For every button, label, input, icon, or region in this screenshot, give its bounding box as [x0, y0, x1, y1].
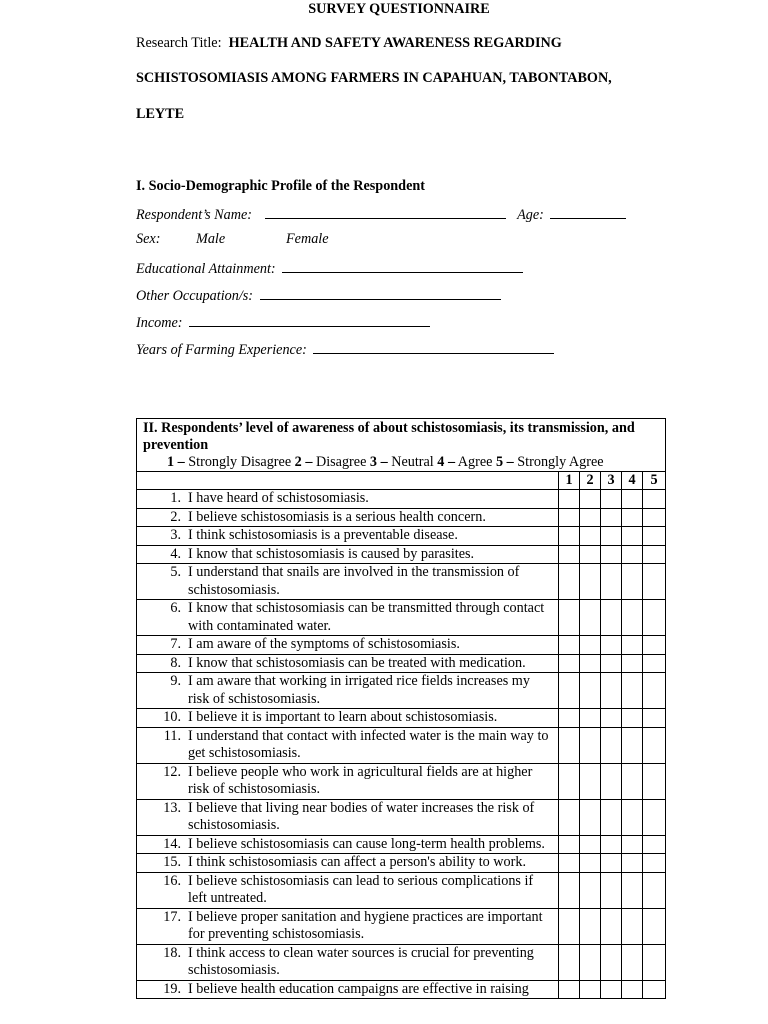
- rating-cell-1[interactable]: [559, 944, 580, 980]
- rating-cell-3[interactable]: [601, 490, 622, 509]
- rating-cell-2[interactable]: [580, 636, 601, 655]
- rating-cell-3[interactable]: [601, 727, 622, 763]
- rating-cell-1[interactable]: [559, 508, 580, 527]
- rating-cell-4[interactable]: [622, 673, 643, 709]
- rating-columns-row: [137, 472, 666, 490]
- statement-number: 4.: [170, 545, 181, 562]
- rating-cell-4[interactable]: [622, 799, 643, 835]
- rating-cell-3[interactable]: [601, 654, 622, 673]
- rating-cell-4[interactable]: [622, 545, 643, 564]
- statement-cell: [137, 854, 559, 873]
- statement-text: I believe proper sanitation and hygiene practices are important for preventing schistosomiasis.: [188, 908, 543, 942]
- statement-number: 7.: [170, 636, 181, 652]
- rating-cell-4[interactable]: [622, 944, 643, 980]
- rating-cell-2[interactable]: [580, 564, 601, 600]
- statement-text: I am aware that working in irrigated rice fields increases my risk of schistosomiasis.: [188, 673, 530, 707]
- rating-cell-4[interactable]: [622, 872, 643, 908]
- statement-text: I believe that living near bodies of water increases the risk of schistosomiasis.: [188, 799, 535, 833]
- rating-cell-5[interactable]: [643, 673, 666, 709]
- section2-header-cell: [137, 419, 666, 472]
- rating-cell-5[interactable]: [643, 564, 666, 600]
- rating-cell-4[interactable]: [622, 654, 643, 673]
- rating-cell-2[interactable]: [580, 763, 601, 799]
- rating-cell-2[interactable]: [580, 944, 601, 980]
- rating-cell-5[interactable]: [643, 600, 666, 636]
- rating-cell-1[interactable]: [559, 527, 580, 546]
- statement-text: I believe schistosomiasis can lead to serious complications if left untreated.: [188, 872, 534, 906]
- statement-text: I know that schistosomiasis can be transmitted through contact with contaminated water.: [188, 600, 545, 634]
- rating-cell-1[interactable]: [559, 636, 580, 655]
- statement-text: I am aware of the symptoms of schistosomiasis.: [188, 636, 460, 652]
- statement-number: 18.: [163, 944, 181, 961]
- rating-cell-3[interactable]: [601, 709, 622, 728]
- rating-cell-1[interactable]: [559, 654, 580, 673]
- blank-header-cell: [137, 472, 559, 490]
- statement-number: 9.: [170, 673, 181, 689]
- rating-cell-2[interactable]: [580, 527, 601, 546]
- rating-cell-3[interactable]: [601, 545, 622, 564]
- rating-cell-2[interactable]: [580, 799, 601, 835]
- age-label: Age:: [517, 207, 544, 223]
- statement-cell: [137, 654, 559, 673]
- table-row: [137, 835, 666, 854]
- rating-cell-3[interactable]: [601, 564, 622, 600]
- statement-cell: [137, 727, 559, 763]
- rating-column-header: 2: [580, 472, 601, 490]
- rating-cell-1[interactable]: [559, 854, 580, 873]
- statement-number: 17.: [163, 908, 181, 925]
- table-row: [137, 600, 666, 636]
- statement-text: I believe schistosomiasis can cause long-term health problems.: [188, 835, 545, 852]
- statement-text: I think access to clean water sources is crucial for preventing schistosomiasis.: [188, 944, 534, 978]
- statement-number: 3.: [170, 527, 181, 543]
- rating-cell-4[interactable]: [622, 835, 643, 854]
- rating-cell-3[interactable]: [601, 527, 622, 546]
- rating-cell-3[interactable]: [601, 944, 622, 980]
- statement-cell: [137, 709, 559, 728]
- rating-cell-4[interactable]: [622, 508, 643, 527]
- statement-number: 15.: [163, 854, 181, 870]
- rating-cell-1[interactable]: [559, 490, 580, 509]
- table-row: [137, 799, 666, 835]
- rating-cell-3[interactable]: [601, 799, 622, 835]
- rating-cell-1[interactable]: [559, 545, 580, 564]
- statement-text: I understand that contact with infected water is the main way to get schistosomiasis.: [188, 727, 549, 761]
- rating-cell-5[interactable]: [643, 654, 666, 673]
- rating-cell-4[interactable]: [622, 490, 643, 509]
- rating-cell-5[interactable]: [643, 908, 666, 944]
- table-row: [137, 908, 666, 944]
- rating-cell-3[interactable]: [601, 673, 622, 709]
- table-row: [137, 636, 666, 655]
- document-title: SURVEY QUESTIONNAIRE: [308, 1, 490, 17]
- statement-cell: [137, 636, 559, 655]
- rating-cell-2[interactable]: [580, 872, 601, 908]
- education-label: Educational Attainment:: [136, 261, 276, 277]
- table-row: [137, 673, 666, 709]
- rating-cell-1[interactable]: [559, 835, 580, 854]
- statement-cell: [137, 872, 559, 908]
- research-title-line3: LEYTE: [136, 106, 185, 122]
- table-row: [137, 654, 666, 673]
- statement-text: I believe it is important to learn about schistosomiasis.: [188, 709, 498, 725]
- rating-column-header: 5: [643, 472, 666, 490]
- table-row: [137, 980, 666, 999]
- research-title-line1: [136, 35, 562, 52]
- statement-number: 12.: [163, 763, 181, 780]
- respondent-name-row: [136, 204, 626, 224]
- rating-cell-1[interactable]: [559, 980, 580, 999]
- statement-cell: [137, 944, 559, 980]
- rating-cell-5[interactable]: [643, 490, 666, 509]
- table-row: [137, 763, 666, 799]
- rating-cell-2[interactable]: [580, 600, 601, 636]
- occupation-row: [136, 285, 501, 305]
- respondent-name-label: Respondent’s Name:: [136, 207, 252, 223]
- statement-text: I understand that snails are involved in the transmission of schistosomiasis.: [188, 564, 520, 598]
- statement-number: 2.: [170, 508, 181, 525]
- statement-cell: [137, 673, 559, 709]
- rating-cell-1[interactable]: [559, 600, 580, 636]
- research-title-label: Research Title:: [136, 35, 222, 51]
- rating-cell-5[interactable]: [643, 872, 666, 908]
- statement-cell: [137, 490, 559, 509]
- statement-text: I think schistosomiasis is a preventable disease.: [188, 527, 458, 543]
- rating-cell-2[interactable]: [580, 908, 601, 944]
- statement-text: I know that schistosomiasis can be treated with medication.: [188, 654, 526, 671]
- experience-row: [136, 339, 554, 359]
- statement-number: 13.: [163, 799, 181, 816]
- statement-number: 14.: [163, 835, 181, 852]
- statement-text: I think schistosomiasis can affect a person's ability to work.: [188, 854, 526, 870]
- statement-number: 10.: [163, 709, 181, 725]
- section2-heading: II. Respondents’ level of awareness of about schistosomiasis, its transmission, and prevention: [143, 420, 635, 453]
- sex-label: Sex:: [136, 231, 161, 247]
- section1-heading: I. Socio-Demographic Profile of the Respondent: [136, 178, 425, 194]
- rating-cell-5[interactable]: [643, 508, 666, 527]
- rating-cell-2[interactable]: [580, 545, 601, 564]
- table-row: [137, 727, 666, 763]
- statement-cell: [137, 799, 559, 835]
- statement-cell: [137, 600, 559, 636]
- rating-cell-3[interactable]: [601, 854, 622, 873]
- table-row: [137, 944, 666, 980]
- rating-cell-1[interactable]: [559, 727, 580, 763]
- rating-column-header: 4: [622, 472, 643, 490]
- research-title-text: HEALTH AND SAFETY AWARENESS REGARDING: [228, 35, 562, 51]
- rating-cell-2[interactable]: [580, 490, 601, 509]
- rating-cell-4[interactable]: [622, 709, 643, 728]
- rating-cell-1[interactable]: [559, 673, 580, 709]
- rating-cell-4[interactable]: [622, 763, 643, 799]
- rating-cell-3[interactable]: [601, 872, 622, 908]
- rating-cell-3[interactable]: [601, 835, 622, 854]
- statement-text: I believe schistosomiasis is a serious health concern.: [188, 508, 486, 525]
- statement-text: I believe people who work in agricultural fields are at higher risk of schistosomiasis.: [188, 763, 533, 797]
- rating-cell-3[interactable]: [601, 763, 622, 799]
- income-row: [136, 312, 430, 332]
- statement-cell: [137, 763, 559, 799]
- income-field[interactable]: [189, 312, 430, 327]
- rating-cell-4[interactable]: [622, 854, 643, 873]
- rating-cell-2[interactable]: [580, 727, 601, 763]
- rating-cell-5[interactable]: [643, 727, 666, 763]
- statement-cell: [137, 564, 559, 600]
- statement-number: 6.: [170, 600, 181, 616]
- rating-cell-5[interactable]: [643, 527, 666, 546]
- statement-text: I believe health education campaigns are effective in raising: [188, 980, 529, 997]
- research-title-line2: SCHISTOSOMIASIS AMONG FARMERS IN CAPAHUAN, TABONTABON,: [136, 70, 612, 86]
- rating-cell-3[interactable]: [601, 908, 622, 944]
- rating-cell-5[interactable]: [643, 799, 666, 835]
- rating-cell-3[interactable]: [601, 636, 622, 655]
- age-field[interactable]: [550, 204, 626, 219]
- rating-cell-4[interactable]: [622, 980, 643, 999]
- statement-cell: [137, 980, 559, 999]
- statement-number: 11.: [163, 727, 181, 744]
- statement-number: 8.: [170, 654, 181, 671]
- income-label: Income:: [136, 315, 183, 331]
- rating-cell-4[interactable]: [622, 600, 643, 636]
- rating-cell-5[interactable]: [643, 763, 666, 799]
- table-row: [137, 545, 666, 564]
- rating-cell-4[interactable]: [622, 564, 643, 600]
- statement-number: 19.: [163, 980, 181, 997]
- occupation-label: Other Occupation/s:: [136, 288, 254, 304]
- rating-column-header: 1: [559, 472, 580, 490]
- rating-column-header: 3: [601, 472, 622, 490]
- rating-cell-1[interactable]: [559, 564, 580, 600]
- rating-cell-5[interactable]: [643, 545, 666, 564]
- rating-cell-5[interactable]: [643, 980, 666, 999]
- statement-cell: [137, 908, 559, 944]
- rating-cell-3[interactable]: [601, 980, 622, 999]
- rating-cell-3[interactable]: [601, 600, 622, 636]
- table-row: [137, 872, 666, 908]
- rating-cell-2[interactable]: [580, 980, 601, 999]
- rating-cell-1[interactable]: [559, 908, 580, 944]
- rating-cell-5[interactable]: [643, 835, 666, 854]
- rating-cell-1[interactable]: [559, 709, 580, 728]
- statement-cell: [137, 545, 559, 564]
- table-row: [137, 527, 666, 546]
- rating-cell-1[interactable]: [559, 763, 580, 799]
- rating-cell-2[interactable]: [580, 709, 601, 728]
- statement-text: I have heard of schistosomiasis.: [188, 490, 369, 506]
- table-row: [137, 709, 666, 728]
- statement-cell: [137, 527, 559, 546]
- rating-cell-5[interactable]: [643, 709, 666, 728]
- rating-cell-2[interactable]: [580, 835, 601, 854]
- rating-cell-4[interactable]: [622, 527, 643, 546]
- rating-cell-5[interactable]: [643, 636, 666, 655]
- rating-cell-2[interactable]: [580, 854, 601, 873]
- education-field[interactable]: [282, 258, 523, 273]
- occupation-field[interactable]: [260, 285, 501, 300]
- statement-number: 1.: [170, 490, 181, 506]
- experience-label: Years of Farming Experience:: [136, 342, 307, 358]
- rating-cell-2[interactable]: [580, 673, 601, 709]
- rating-cell-2[interactable]: [580, 654, 601, 673]
- sex-male-option[interactable]: Male: [196, 231, 226, 247]
- rating-cell-4[interactable]: [622, 636, 643, 655]
- table-row: [137, 564, 666, 600]
- table-row: [137, 490, 666, 509]
- rating-cell-3[interactable]: [601, 508, 622, 527]
- statement-cell: [137, 835, 559, 854]
- rating-cell-4[interactable]: [622, 727, 643, 763]
- awareness-table: [136, 418, 666, 999]
- statement-number: 16.: [163, 872, 181, 889]
- education-row: [136, 258, 523, 278]
- respondent-name-field[interactable]: [265, 204, 506, 219]
- table-header-row: [137, 419, 666, 472]
- statement-number: 5.: [170, 564, 181, 580]
- rating-cell-1[interactable]: [559, 799, 580, 835]
- experience-field[interactable]: [313, 339, 554, 354]
- rating-cell-5[interactable]: [643, 854, 666, 873]
- statement-cell: [137, 508, 559, 527]
- table-row: [137, 854, 666, 873]
- sex-female-option[interactable]: Female: [286, 231, 329, 247]
- statement-text: I know that schistosomiasis is caused by parasites.: [188, 545, 475, 562]
- rating-cell-2[interactable]: [580, 508, 601, 527]
- rating-scale-legend: 1 – Strongly Disagree 2 – Disagree 3 – Neutral 4 – Agree 5 – Strongly Agree: [167, 454, 604, 470]
- rating-cell-4[interactable]: [622, 908, 643, 944]
- rating-cell-5[interactable]: [643, 944, 666, 980]
- table-row: [137, 508, 666, 527]
- rating-cell-1[interactable]: [559, 872, 580, 908]
